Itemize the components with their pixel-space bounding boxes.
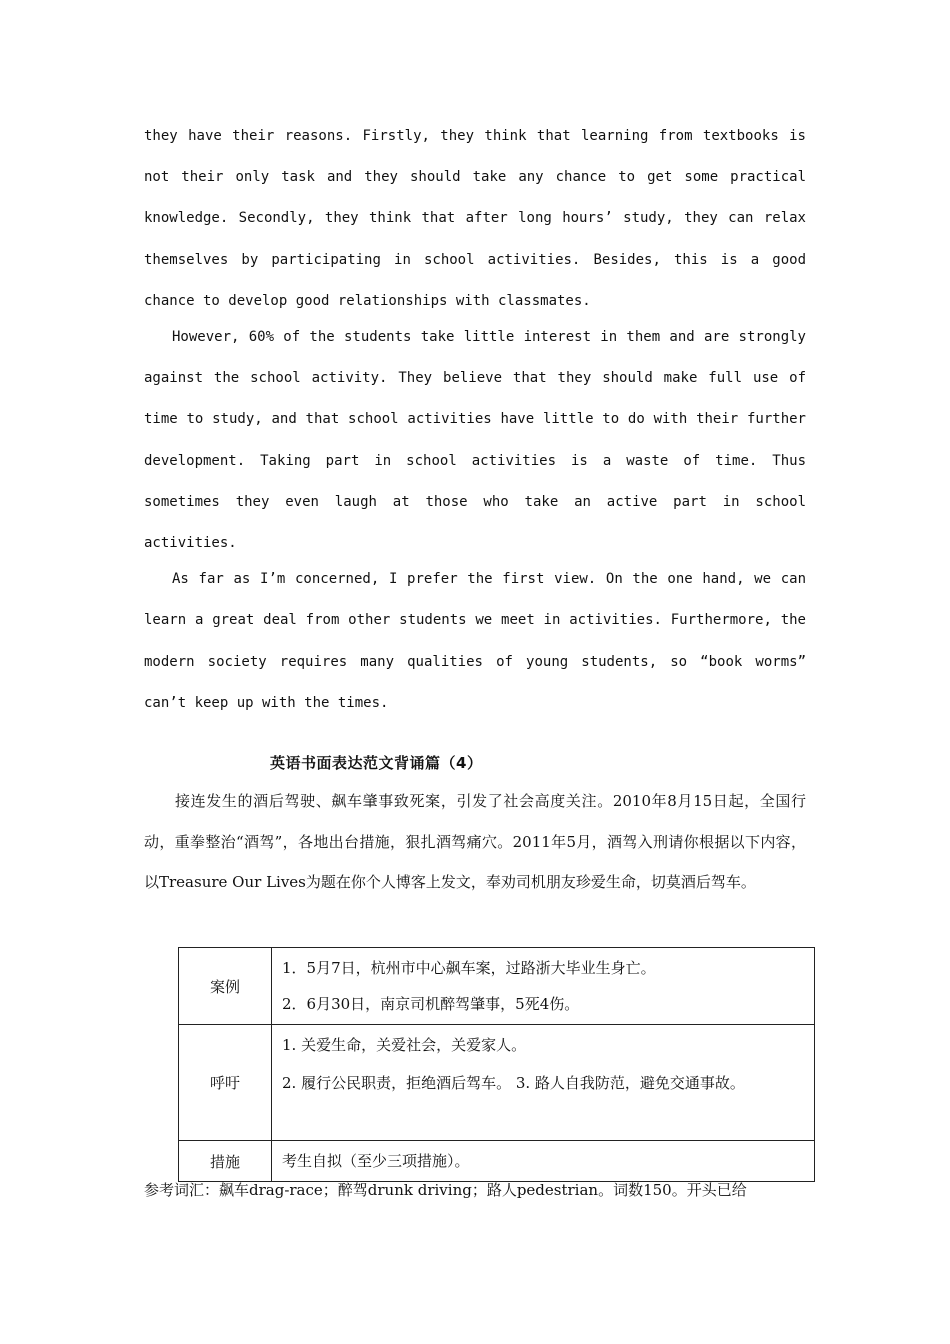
row-label-cases: 案例: [179, 948, 272, 1025]
table-row: [179, 948, 815, 1025]
task-table: [178, 947, 815, 1182]
row-label-measures: 措施: [179, 1141, 272, 1182]
essay-paragraph-2: However, 60% of the students take little interest in them and are strongly against the school activity. They believe that they should make full use of time to study, and that school activities have little to do with their further development. Taking part in school activities is a waste of time. Thus sometimes they even laugh at those who take an active part in school activities.: [144, 329, 806, 552]
row-label-appeal: 呼吁: [179, 1025, 272, 1141]
measures-line-1: 考生自拟（至少三项措施）。: [282, 1152, 470, 1170]
case-line-1: 1．5月7日，杭州市中心飙车案，过路浙大毕业生身亡。: [282, 959, 656, 977]
essay-paragraph-1: they have their reasons. Firstly, they think that learning from textbooks is not their only task and they should take any chance to get some practical knowledge. Secondly, they think that after long hours’ study, they can relax themselves by participating in school activities. Besides, this is a good chance to develop good relationships with classmates.: [144, 128, 806, 309]
section-heading: 英语书面表达范文背诵篇（4）: [270, 754, 483, 772]
english-essay: [144, 116, 806, 719]
row-content-appeal: [272, 1025, 815, 1141]
essay-paragraph-3: As far as I’m concerned, I prefer the first view. On the one hand, we can learn a great deal from other students we meet in activities. Furthermore, the modern society requires many qualities of young students, so “book worms” can’t keep up with the times.: [144, 571, 806, 711]
table-row: [179, 1025, 815, 1141]
task-intro-text: 接连发生的酒后驾驶、飙车肇事致死案，引发了社会高度关注。2010年8月15日起，全国行动，重拳整治“酒驾”，各地出台措施，狠扎酒驾痛穴。2011年5月，酒驾入刑请你根据以下内容，以Treasure Our Lives为题在你个人博客上发文，奉劝司机朋友珍爱生命，切莫酒后驾车。: [144, 792, 806, 891]
row-content-cases: [272, 948, 815, 1025]
appeal-line-2: 2. 履行公民职责，拒绝酒后驾车。 3. 路人自我防范，避免交通事故。: [282, 1074, 745, 1092]
reference-vocabulary: 参考词汇：飙车drag-race；醉驾drunk driving；路人pedestrian。词数150。开头已给: [144, 1181, 747, 1199]
task-intro: [144, 781, 806, 903]
case-line-2: 2．6月30日，南京司机醉驾肇事，5死4伤。: [282, 995, 580, 1013]
appeal-line-1: 1. 关爱生命，关爱社会，关爱家人。: [282, 1036, 527, 1054]
